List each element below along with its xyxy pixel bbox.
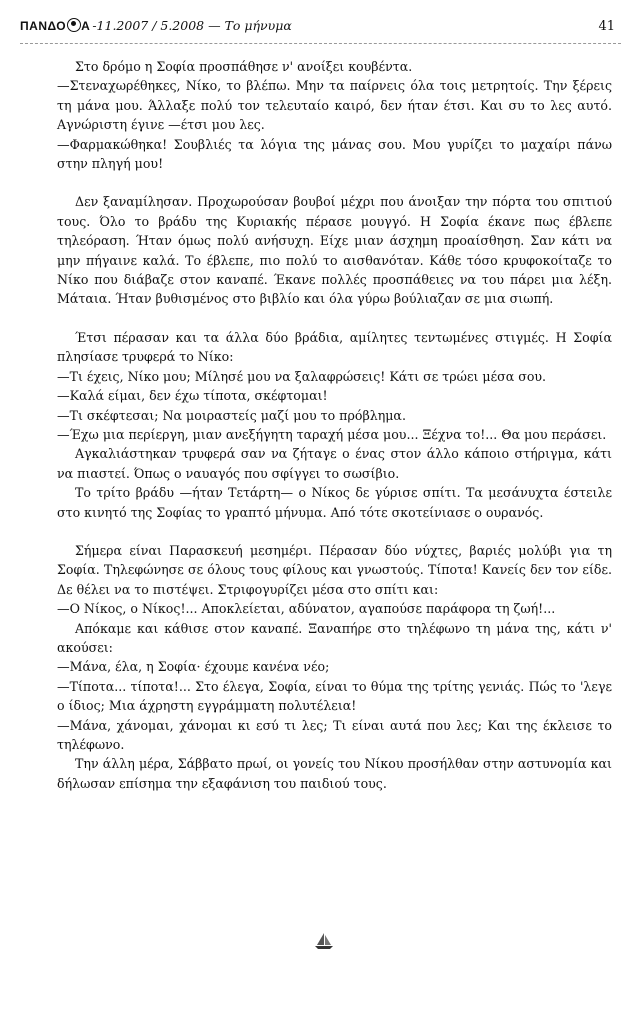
paragraph: Την άλλη μέρα, Σάββατο πρωί, οι γονείς του Νίκου προσήλθαν στην αστυνομία και δήλωσαν επίσημα την εξαφάνιση του παιδιού τους. [57, 756, 612, 791]
paragraph: —Έχω μια περίεργη, μιαν ανεξήγητη ταραχή μέσα μου... Ξέχνα το!... Θα μου περάσει. [57, 426, 607, 442]
page-number: 41 [598, 19, 615, 34]
sailing-ship-ornament-icon [313, 932, 335, 950]
running-title: -11.2007 / 5.2008 — Το μήνυμα [92, 18, 292, 33]
paragraph: —Μάνα, χάνομαι, χάνομαι κι εσύ τι λες; Τι είναι αυτά που λες; Και της έκλεισε το τηλέφωνο. [57, 717, 612, 752]
paragraph: Σήμερα είναι Παρασκευή μεσημέρι. Πέρασαν δύο νύχτες, βαριές μολύβι για τη Σοφία. Τηλεφώνησε σε όλους τους φίλους και γνωστούς. Τίποτα! Κανείς δεν τον είδε. Δε θέλει να το πιστέψει. Στριφογυρίζει μέσα στο σπίτι και: [57, 542, 612, 597]
paragraph: Αγκαλιάστηκαν τρυφερά σαν να ζήταγε ο ένας στον άλλο κάποιο στήριγμα, κάτι να πιαστεί. Όπως ο ναυαγός που σφίγγει το σωσίβιο. [57, 446, 612, 481]
journal-logo-text-start: ΠΑΝΔΟ [20, 19, 67, 33]
paragraph: Στο δρόμο η Σοφία προσπάθησε ν' ανοίξει κουβέντα. [75, 59, 413, 74]
paragraph: —Τι έχεις, Νίκο μου; Μίλησέ μου να ξαλαφρώσεις! Κάτι σε τρώει μέσα σου. [57, 368, 547, 384]
paragraph: —Μάνα, έλα, η Σοφία· έχουμε κανένα νέο; [57, 659, 330, 675]
header-rule [20, 43, 621, 44]
logo-mark-icon [67, 18, 81, 32]
paragraph: Το τρίτο βράδυ —ήταν Τετάρτη— ο Νίκος δε γύρισε σπίτι. Τα μεσάνυχτα έστειλε στο κινητό της Σοφίας το γραπτό μήνυμα. Από τότε σκοτείνιασε ο ουρανός. [57, 485, 612, 520]
body-text [57, 57, 612, 793]
paragraph: Δεν ξαναμίλησαν. Προχωρούσαν βουβοί μέχρι που άνοιξαν την πόρτα του σπιτιού τους. Όλο το βράδυ της Κυριακής πέρασε μουγγό. Η Σοφία έκανε πως έβλεπε τηλεόραση. Ήταν όμως πολύ ανήσυχη. Είχε μιαν άσχημη προαίσθηση. Σαν κάτι να μην πήγαινε καλά. Το έβλεπε, πιο πολύ το αισθανόταν. Κάθε τόσο κρυφοκοίταζε το Νίκο που διάβαζε στον καναπέ. Έκανε πολλές προσπάθειες να του πάρει μια λέξη. Μάταια. Ήταν βυθισμένος στο βιβλίο και όλα γύρω βούλιαζαν σε μια σιωπή. [57, 194, 612, 307]
paragraph: —Καλά είμαι, δεν έχω τίποτα, σκέφτομαι! [57, 388, 328, 404]
paragraph: Απόκαμε και κάθισε στον καναπέ. Ξαναπήρε στο τηλέφωνο τη μάνα της, κάτι ν' ακούσει: [57, 620, 612, 655]
paragraph: —Φαρμακώθηκα! Σουβλιές τα λόγια της μάνας σου. Μου γυρίζει το μαχαίρι πάνω στην πληγή μου! [57, 136, 612, 172]
paragraph: Έτσι πέρασαν και τα άλλα δύο βράδια, αμίλητες τεντωμένες στιγμές. Η Σοφία πλησίασε τρυφερά το Νίκο: [57, 329, 612, 365]
paragraph: —Τίποτα... τίποτα!... Στο έλεγα, Σοφία, είναι το θύμα της τρίτης γενιάς. Πώς το 'λεγε ο ίδιος; Μια άχρηστη εγγράμματη πολυτέλεια! [57, 678, 612, 714]
page-header [20, 18, 615, 42]
paragraph: —Ο Νίκος, ο Νίκος!... Αποκλείεται, αδύνατον, αγαπούσε παράφορα τη ζωή!... [57, 601, 556, 617]
paragraph: —Τι σκέφτεσαι; Να μοιραστείς μαζί μου το πρόβλημα. [57, 407, 406, 423]
paragraph: —Στεναχωρέθηκες, Νίκο, το βλέπω. Μην τα παίρνεις όλα τοις μετρητοίς. Την ξέρεις τη μάνα μου. Άλλαξε πολύ τον τελευταίο καιρό, δεν ήταν έτσι. Και συ το λες αυτό. Αγνώριστη έγινε —έτσι μου λες. [57, 78, 612, 133]
journal-logo-text-end: Α [81, 19, 91, 33]
journal-logo [20, 18, 90, 33]
